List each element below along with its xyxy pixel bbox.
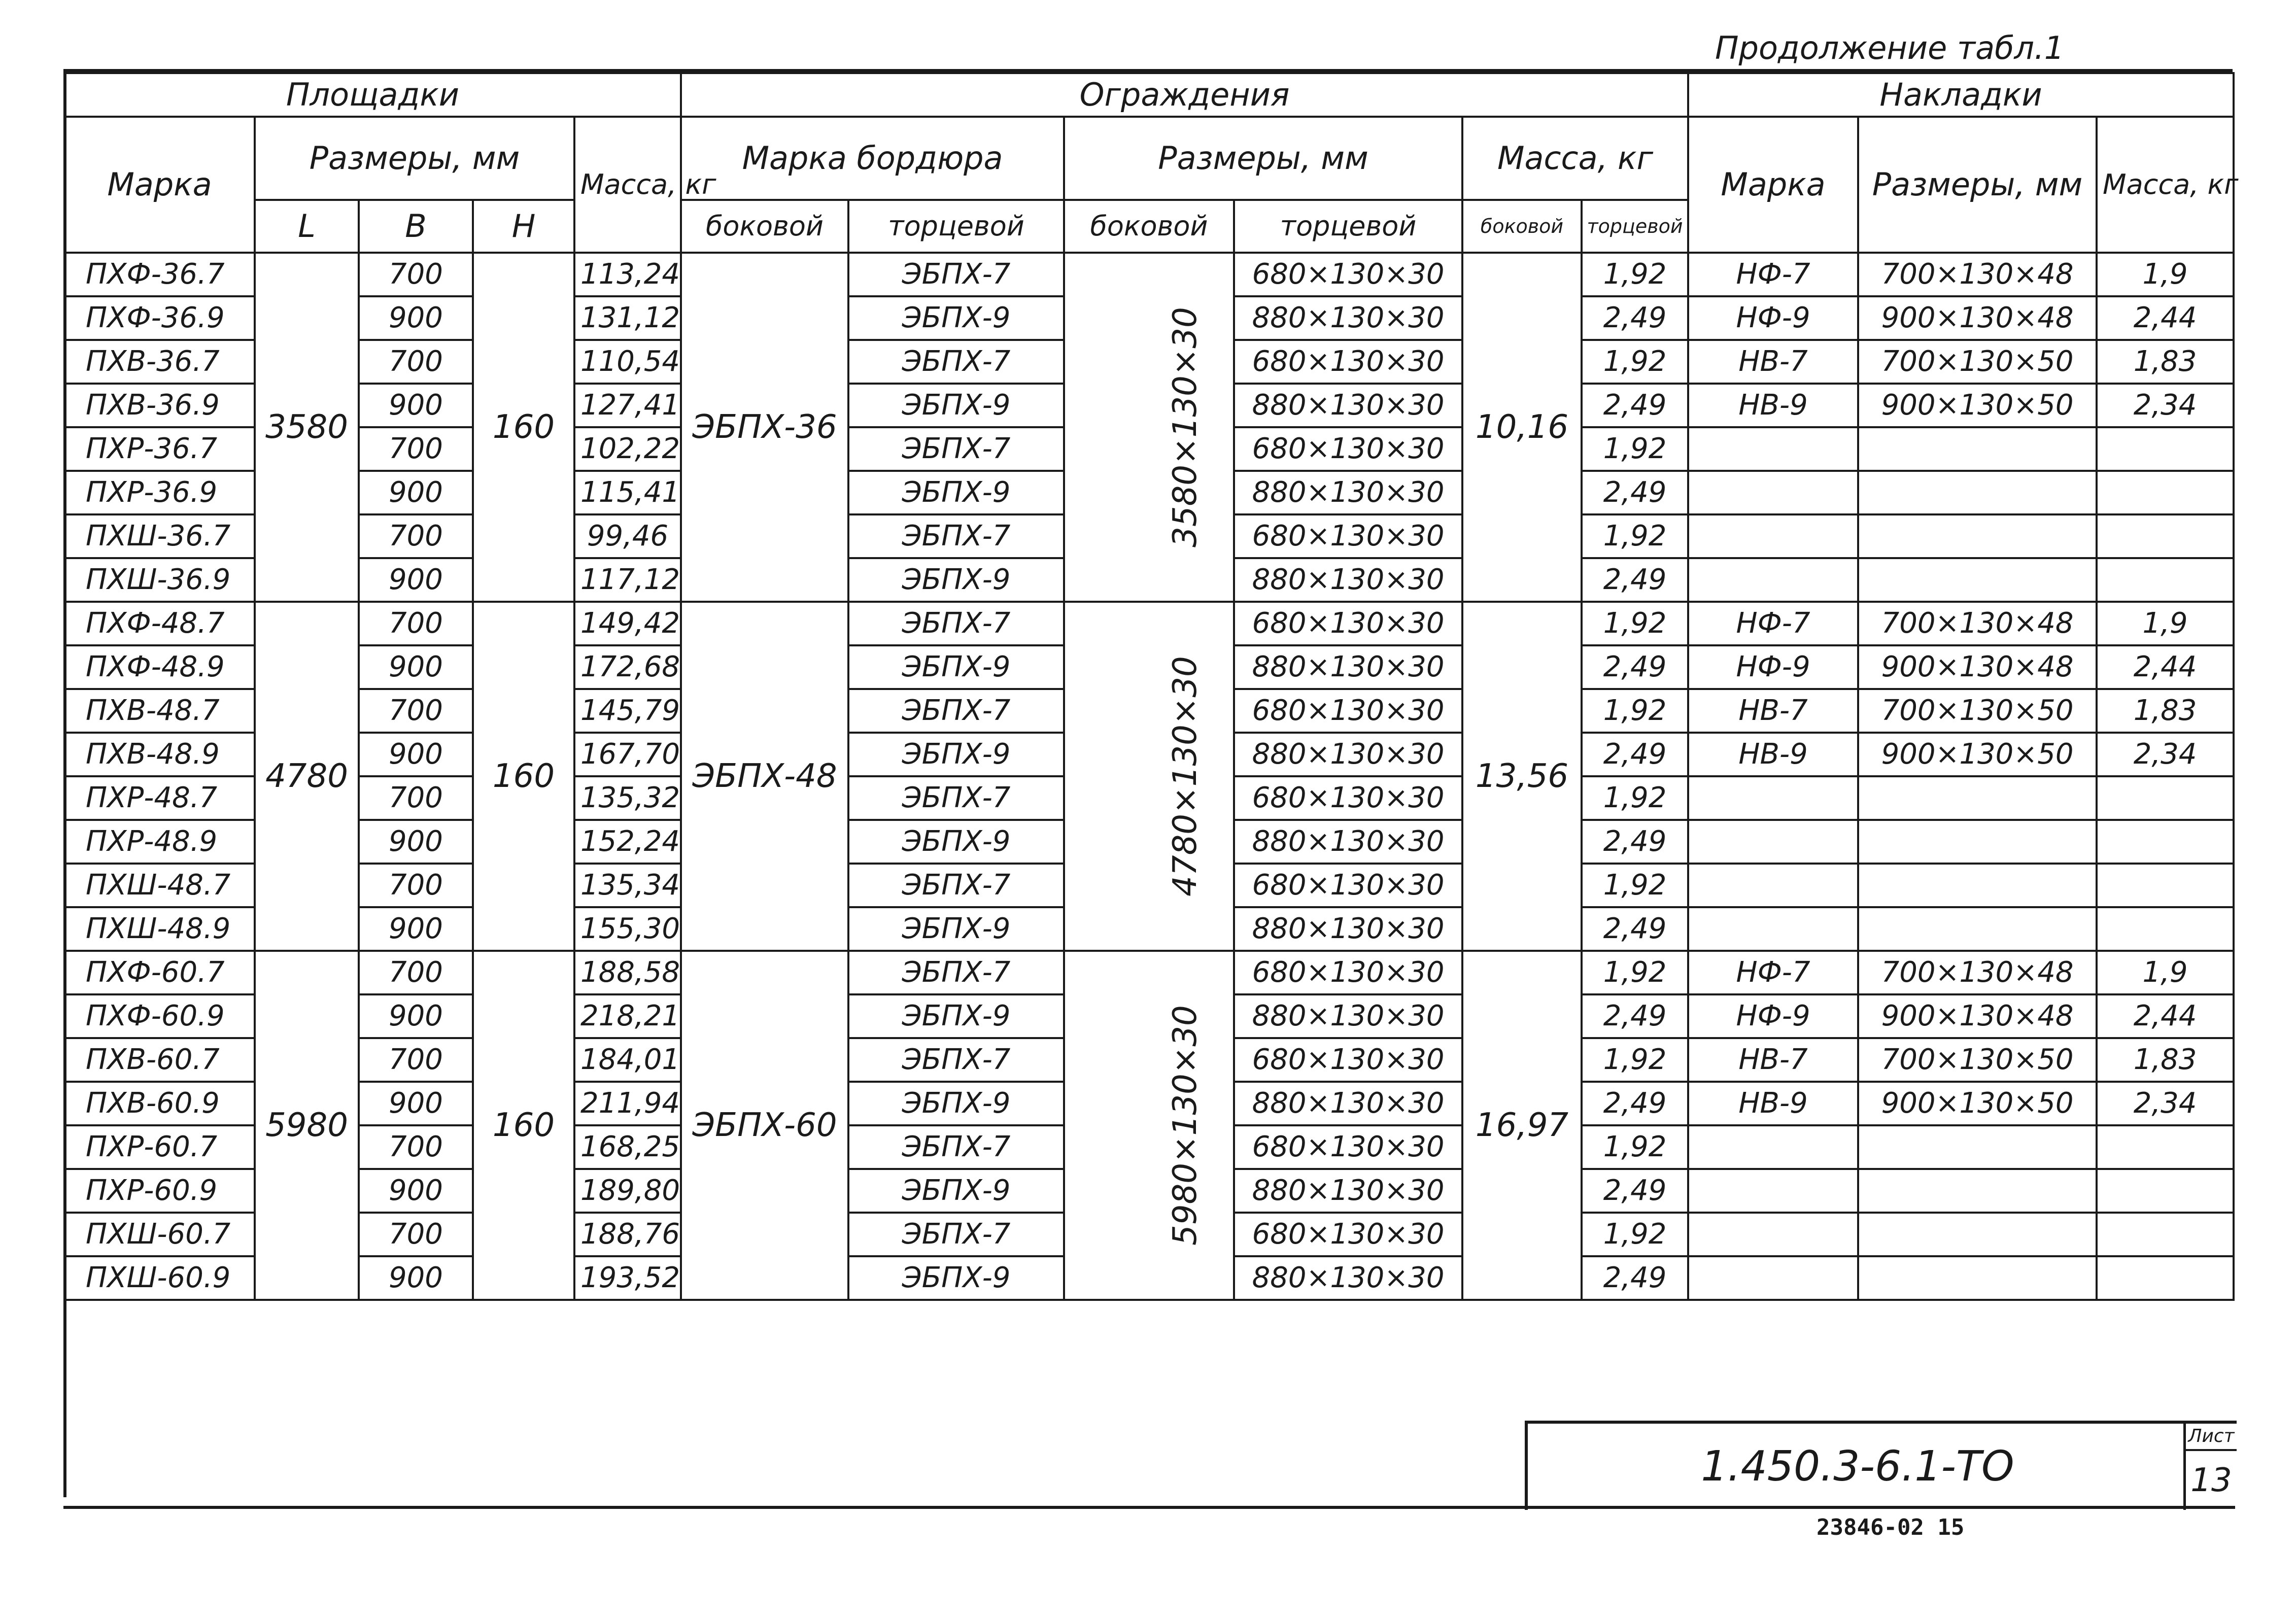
archive-number: 23846-02 15: [1817, 1514, 1965, 1540]
end-mass: 2,49: [1582, 1082, 1688, 1125]
platform-mark: ПХШ-48.9: [64, 907, 255, 951]
end-dims: 680×130×30: [1234, 1213, 1462, 1256]
overlay-mark: НФ-7: [1688, 253, 1858, 296]
end-dims: 680×130×30: [1234, 776, 1462, 820]
platform-mark: ПХР-36.7: [64, 427, 255, 471]
overlay-mass: 2,44: [2097, 994, 2234, 1038]
platform-mark: ПХФ-36.7: [64, 253, 255, 296]
overlay-mass: 1,9: [2097, 951, 2234, 994]
overlay-dims: 900×130×50: [1858, 384, 2097, 427]
platform-mark: ПХФ-48.9: [64, 645, 255, 689]
border-end-mark: ЭБПХ-9: [848, 994, 1064, 1038]
border-end-mark: ЭБПХ-9: [848, 384, 1064, 427]
table-row: [64, 951, 2234, 994]
platform-mass: 155,30: [574, 907, 681, 951]
end-mass: 1,92: [1582, 689, 1688, 733]
sheet-label: Лист: [2186, 1424, 2237, 1451]
overlay-dims: 700×130×50: [1858, 689, 2097, 733]
sheet-bottom-border: [63, 1506, 2235, 1509]
end-dims: 680×130×30: [1234, 427, 1462, 471]
overlay-mark: НВ-7: [1688, 1038, 1858, 1082]
header-mass-side: боковой: [1462, 200, 1582, 253]
end-dims: 880×130×30: [1234, 645, 1462, 689]
header-fence-dims: Размеры, мм: [1064, 117, 1462, 200]
end-dims: 880×130×30: [1234, 820, 1462, 864]
overlay-dims: 900×130×48: [1858, 994, 2097, 1038]
platform-length: 5980: [255, 951, 359, 1300]
overlay-dims: [1858, 514, 2097, 558]
platform-height: 160: [473, 602, 574, 951]
end-mass: 1,92: [1582, 951, 1688, 994]
border-end-mark: ЭБПХ-9: [848, 1256, 1064, 1300]
platform-mass: 149,42: [574, 602, 681, 645]
header-dims-end: торцевой: [1234, 200, 1462, 253]
platform-width: 700: [359, 602, 473, 645]
table-continuation-note: Продолжение табл.1: [1715, 29, 2065, 66]
border-end-mark: ЭБПХ-9: [848, 1082, 1064, 1125]
overlay-mark: НФ-9: [1688, 994, 1858, 1038]
platform-height: 160: [473, 951, 574, 1300]
overlay-mark: [1688, 1213, 1858, 1256]
end-dims: 680×130×30: [1234, 1125, 1462, 1169]
platform-width: 900: [359, 645, 473, 689]
platform-mark: ПХР-60.7: [64, 1125, 255, 1169]
end-mass: 1,92: [1582, 864, 1688, 907]
overlay-dims: 700×130×50: [1858, 340, 2097, 384]
header-overlay-dims: Размеры, мм: [1858, 117, 2097, 253]
overlay-dims: [1858, 1125, 2097, 1169]
platform-width: 900: [359, 994, 473, 1038]
border-end-mark: ЭБПХ-9: [848, 296, 1064, 340]
overlay-mark: НВ-7: [1688, 340, 1858, 384]
end-dims: 880×130×30: [1234, 907, 1462, 951]
overlay-mass: 1,9: [2097, 253, 2234, 296]
platform-mass: 127,41: [574, 384, 681, 427]
border-end-mark: ЭБПХ-9: [848, 1169, 1064, 1213]
overlay-mass: [2097, 776, 2234, 820]
overlay-dims: 900×130×50: [1858, 733, 2097, 776]
overlay-mark: НВ-9: [1688, 1082, 1858, 1125]
overlay-mark: НВ-9: [1688, 384, 1858, 427]
overlay-dims: 700×130×50: [1858, 1038, 2097, 1082]
platform-length: 3580: [255, 253, 359, 602]
overlay-dims: 700×130×48: [1858, 951, 2097, 994]
overlay-mass: 1,9: [2097, 602, 2234, 645]
platform-length: 4780: [255, 602, 359, 951]
end-dims: 680×130×30: [1234, 1038, 1462, 1082]
overlay-dims: 700×130×48: [1858, 253, 2097, 296]
platform-mass: 131,12: [574, 296, 681, 340]
platform-mass: 152,24: [574, 820, 681, 864]
overlay-mass: [2097, 1256, 2234, 1300]
overlay-mark: [1688, 1125, 1858, 1169]
header-platform-dims: Размеры, мм: [255, 117, 574, 200]
border-end-mark: ЭБПХ-7: [848, 951, 1064, 994]
platform-width: 700: [359, 1038, 473, 1082]
platform-mark: ПХФ-60.9: [64, 994, 255, 1038]
end-dims: 680×130×30: [1234, 689, 1462, 733]
border-end-mark: ЭБПХ-7: [848, 340, 1064, 384]
end-mass: 2,49: [1582, 1256, 1688, 1300]
platform-mark: ПХШ-60.7: [64, 1213, 255, 1256]
end-dims: 680×130×30: [1234, 253, 1462, 296]
end-mass: 1,92: [1582, 340, 1688, 384]
platform-mass: 99,46: [574, 514, 681, 558]
platform-mark: ПХР-48.7: [64, 776, 255, 820]
platform-mass: 145,79: [574, 689, 681, 733]
end-mass: 1,92: [1582, 253, 1688, 296]
platform-mark: ПХШ-36.7: [64, 514, 255, 558]
header-border-mark: Марка бордюра: [681, 117, 1064, 200]
border-end-mark: ЭБПХ-7: [848, 1038, 1064, 1082]
end-mass: 1,92: [1582, 602, 1688, 645]
side-dims-text: 4780×130×30: [1166, 656, 1204, 897]
platform-mark: ПХВ-36.9: [64, 384, 255, 427]
platform-mass: 172,68: [574, 645, 681, 689]
overlay-dims: [1858, 907, 2097, 951]
platform-width: 700: [359, 1125, 473, 1169]
overlay-dims: [1858, 558, 2097, 602]
end-dims: 680×130×30: [1234, 602, 1462, 645]
end-dims: 680×130×30: [1234, 340, 1462, 384]
overlay-dims: 900×130×48: [1858, 296, 2097, 340]
platform-width: 700: [359, 427, 473, 471]
end-dims: 880×130×30: [1234, 1256, 1462, 1300]
end-mass: 2,49: [1582, 645, 1688, 689]
end-mass: 1,92: [1582, 776, 1688, 820]
end-mass: 2,49: [1582, 1169, 1688, 1213]
side-mass: 16,97: [1462, 951, 1582, 1300]
overlay-mark: НВ-9: [1688, 733, 1858, 776]
end-dims: 880×130×30: [1234, 471, 1462, 514]
overlay-mass: 2,44: [2097, 645, 2234, 689]
platform-mass: 218,21: [574, 994, 681, 1038]
header-fence-mass: Масса, кг: [1462, 117, 1688, 200]
end-mass: 1,92: [1582, 1213, 1688, 1256]
overlay-mass: 1,83: [2097, 1038, 2234, 1082]
overlay-mass: [2097, 427, 2234, 471]
overlay-mark: [1688, 820, 1858, 864]
end-mass: 1,92: [1582, 514, 1688, 558]
end-dims: 880×130×30: [1234, 994, 1462, 1038]
table-row: [64, 253, 2234, 296]
platform-mark: ПХФ-48.7: [64, 602, 255, 645]
border-end-mark: ЭБПХ-7: [848, 689, 1064, 733]
side-dims: [1064, 951, 1234, 1300]
border-end-mark: ЭБПХ-9: [848, 471, 1064, 514]
overlay-mark: [1688, 558, 1858, 602]
platform-width: 700: [359, 776, 473, 820]
overlay-dims: [1858, 820, 2097, 864]
header-B: B: [359, 200, 473, 253]
platform-mass: 211,94: [574, 1082, 681, 1125]
platform-mass: 189,80: [574, 1169, 681, 1213]
overlay-mass: [2097, 864, 2234, 907]
platform-height: 160: [473, 253, 574, 602]
platform-mark: ПХВ-60.7: [64, 1038, 255, 1082]
platform-mark: ПХВ-60.9: [64, 1082, 255, 1125]
side-dims-text: 5980×130×30: [1166, 1005, 1204, 1246]
end-mass: 2,49: [1582, 994, 1688, 1038]
overlay-dims: [1858, 864, 2097, 907]
overlay-mark: [1688, 864, 1858, 907]
platform-width: 900: [359, 733, 473, 776]
end-dims: 880×130×30: [1234, 296, 1462, 340]
platform-mass: 168,25: [574, 1125, 681, 1169]
platform-width: 700: [359, 514, 473, 558]
header-dims-side: боковой: [1064, 200, 1234, 253]
document-code: 1.450.3-6.1-ТО: [1701, 1442, 2014, 1491]
platform-width: 700: [359, 1213, 473, 1256]
platform-mass: 188,58: [574, 951, 681, 994]
overlay-mark: НФ-9: [1688, 645, 1858, 689]
header-border-side: боковой: [681, 200, 848, 253]
overlay-mass: [2097, 907, 2234, 951]
platform-mark: ПХФ-36.9: [64, 296, 255, 340]
side-dims: [1064, 602, 1234, 951]
platform-width: 900: [359, 1169, 473, 1213]
border-end-mark: ЭБПХ-7: [848, 864, 1064, 907]
overlay-mark: НФ-7: [1688, 602, 1858, 645]
table-body: [64, 253, 2234, 1300]
platform-width: 700: [359, 340, 473, 384]
overlay-dims: [1858, 1213, 2097, 1256]
platform-mark: ПХШ-36.9: [64, 558, 255, 602]
overlay-mark: [1688, 1169, 1858, 1213]
platform-width: 700: [359, 951, 473, 994]
overlay-mark: НВ-7: [1688, 689, 1858, 733]
header-overlay-mass: Масса, кг: [2097, 117, 2234, 253]
overlay-mark: НФ-9: [1688, 296, 1858, 340]
end-dims: 880×130×30: [1234, 1082, 1462, 1125]
overlay-mass: [2097, 514, 2234, 558]
end-dims: 680×130×30: [1234, 514, 1462, 558]
platform-mark: ПХВ-48.9: [64, 733, 255, 776]
overlay-dims: [1858, 1256, 2097, 1300]
platform-mark: ПХВ-48.7: [64, 689, 255, 733]
overlay-dims: 700×130×48: [1858, 602, 2097, 645]
header-mass-end: торцевой: [1582, 200, 1688, 253]
platform-width: 900: [359, 820, 473, 864]
platform-width: 700: [359, 253, 473, 296]
side-dims: [1064, 253, 1234, 602]
specification-table: [63, 72, 2239, 1301]
end-mass: 2,49: [1582, 558, 1688, 602]
overlay-mass: [2097, 1169, 2234, 1213]
end-mass: 2,49: [1582, 733, 1688, 776]
border-end-mark: ЭБПХ-9: [848, 558, 1064, 602]
header-H: H: [473, 200, 574, 253]
platform-width: 900: [359, 1256, 473, 1300]
end-dims: 880×130×30: [1234, 733, 1462, 776]
end-mass: 1,92: [1582, 1125, 1688, 1169]
header-platform-mass: Масса, кг: [574, 117, 681, 253]
platform-mass: 135,32: [574, 776, 681, 820]
border-side-mark: ЭБПХ-48: [681, 602, 848, 951]
header-platforms: Площадки: [64, 73, 681, 117]
overlay-mark: [1688, 514, 1858, 558]
border-end-mark: ЭБПХ-7: [848, 776, 1064, 820]
overlay-mark: [1688, 776, 1858, 820]
border-end-mark: ЭБПХ-7: [848, 253, 1064, 296]
border-end-mark: ЭБПХ-9: [848, 820, 1064, 864]
platform-width: 700: [359, 689, 473, 733]
end-dims: 880×130×30: [1234, 384, 1462, 427]
overlay-dims: 900×130×48: [1858, 645, 2097, 689]
platform-width: 700: [359, 864, 473, 907]
overlay-dims: 900×130×50: [1858, 1082, 2097, 1125]
overlay-mark: [1688, 907, 1858, 951]
border-end-mark: ЭБПХ-7: [848, 514, 1064, 558]
border-end-mark: ЭБПХ-7: [848, 1213, 1064, 1256]
overlay-dims: [1858, 776, 2097, 820]
platform-mark: ПХВ-36.7: [64, 340, 255, 384]
platform-mark: ПХР-48.9: [64, 820, 255, 864]
table-row: [64, 602, 2234, 645]
end-mass: 2,49: [1582, 907, 1688, 951]
overlay-mass: [2097, 471, 2234, 514]
end-mass: 2,49: [1582, 384, 1688, 427]
end-mass: 1,92: [1582, 1038, 1688, 1082]
platform-mass: 167,70: [574, 733, 681, 776]
border-end-mark: ЭБПХ-9: [848, 733, 1064, 776]
platform-mass: 110,54: [574, 340, 681, 384]
end-mass: 2,49: [1582, 296, 1688, 340]
platform-width: 900: [359, 296, 473, 340]
border-end-mark: ЭБПХ-9: [848, 645, 1064, 689]
platform-mass: 115,41: [574, 471, 681, 514]
platform-width: 900: [359, 384, 473, 427]
overlay-dims: [1858, 427, 2097, 471]
overlay-dims: [1858, 1169, 2097, 1213]
border-end-mark: ЭБПХ-7: [848, 427, 1064, 471]
sheet-number: 13: [2190, 1462, 2232, 1499]
border-side-mark: ЭБПХ-60: [681, 951, 848, 1300]
header-overlay-mark: Марка: [1688, 117, 1858, 253]
sheet-number-cell: [2183, 1424, 2237, 1510]
overlay-mass: 1,83: [2097, 340, 2234, 384]
side-mass: 10,16: [1462, 253, 1582, 602]
platform-mass: 102,22: [574, 427, 681, 471]
overlay-mass: 2,34: [2097, 384, 2234, 427]
header-border-end: торцевой: [848, 200, 1064, 253]
overlay-mass: [2097, 820, 2234, 864]
border-side-mark: ЭБПХ-36: [681, 253, 848, 602]
overlay-mark: НФ-7: [1688, 951, 1858, 994]
platform-width: 900: [359, 907, 473, 951]
header-L: L: [255, 200, 359, 253]
platform-mark: ПХШ-60.9: [64, 1256, 255, 1300]
overlay-mark: [1688, 427, 1858, 471]
overlay-mass: [2097, 1213, 2234, 1256]
overlay-mass: [2097, 558, 2234, 602]
end-mass: 2,49: [1582, 471, 1688, 514]
end-dims: 880×130×30: [1234, 558, 1462, 602]
platform-mark: ПХФ-60.7: [64, 951, 255, 994]
overlay-dims: [1858, 471, 2097, 514]
end-dims: 880×130×30: [1234, 1169, 1462, 1213]
border-end-mark: ЭБПХ-7: [848, 602, 1064, 645]
overlay-mass: 2,34: [2097, 733, 2234, 776]
side-dims-text: 3580×130×30: [1166, 307, 1204, 547]
platform-mark: ПХР-36.9: [64, 471, 255, 514]
overlay-mark: [1688, 471, 1858, 514]
border-end-mark: ЭБПХ-7: [848, 1125, 1064, 1169]
platform-width: 900: [359, 471, 473, 514]
end-dims: 680×130×30: [1234, 951, 1462, 994]
end-dims: 680×130×30: [1234, 864, 1462, 907]
border-end-mark: ЭБПХ-9: [848, 907, 1064, 951]
platform-mass: 188,76: [574, 1213, 681, 1256]
overlay-mass: [2097, 1125, 2234, 1169]
platform-mark: ПХР-60.9: [64, 1169, 255, 1213]
platform-width: 900: [359, 1082, 473, 1125]
platform-mass: 184,01: [574, 1038, 681, 1082]
platform-mass: 135,34: [574, 864, 681, 907]
title-block: [1525, 1421, 2237, 1510]
platform-mass: 113,24: [574, 253, 681, 296]
end-mass: 2,49: [1582, 820, 1688, 864]
platform-mass: 117,12: [574, 558, 681, 602]
header-platform-mark: Марка: [64, 117, 255, 253]
overlay-mass: 2,44: [2097, 296, 2234, 340]
side-mass: 13,56: [1462, 602, 1582, 951]
overlay-mass: 1,83: [2097, 689, 2234, 733]
platform-width: 900: [359, 558, 473, 602]
header-fences: Ограждения: [681, 73, 1688, 117]
platform-mass: 193,52: [574, 1256, 681, 1300]
header-overlays: Накладки: [1688, 73, 2234, 117]
end-mass: 1,92: [1582, 427, 1688, 471]
overlay-mass: 2,34: [2097, 1082, 2234, 1125]
platform-mark: ПХШ-48.7: [64, 864, 255, 907]
overlay-mark: [1688, 1256, 1858, 1300]
